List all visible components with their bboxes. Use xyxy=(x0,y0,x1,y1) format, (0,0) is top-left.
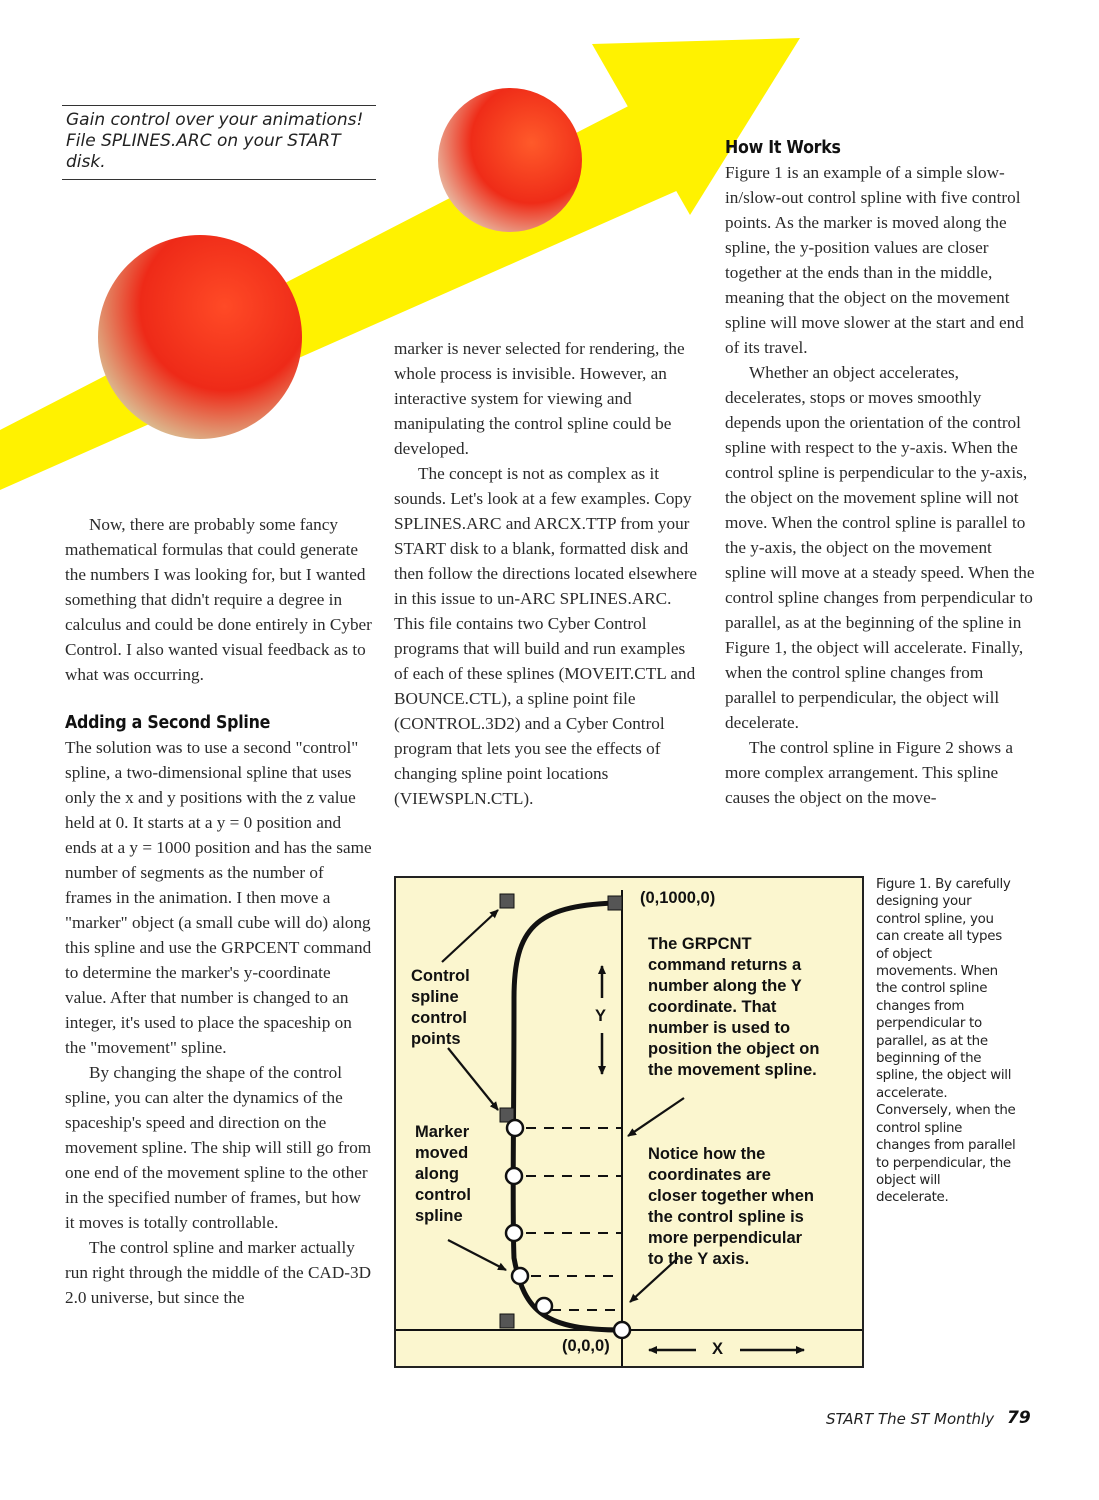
col3-paragraph-1: Figure 1 is an example of a simple slow-in/slow-out control spline with five control points. As the marker is moved along the spline, the y-position values are closer together at the ends than in the middle, meaning that the object on the movement spline will move slower at the start and end of its travel. xyxy=(725,163,1024,357)
x-axis-label: X xyxy=(712,1340,724,1358)
marker-circle xyxy=(614,1322,630,1338)
control-points-label: Control spline control points xyxy=(411,967,470,1048)
marker-circle xyxy=(506,1225,522,1241)
page-number: 79 xyxy=(1007,1408,1031,1428)
lower-red-sphere xyxy=(98,235,302,439)
y-axis-label: Y xyxy=(595,1007,607,1025)
intro-blurb xyxy=(62,105,376,180)
figure-1-diagram xyxy=(394,876,864,1368)
notice-note: Notice how the coordinates are closer together when the control spline is more perpendicular to the Y axis. xyxy=(648,1145,814,1268)
marker-circle xyxy=(507,1120,523,1136)
col1-paragraph-4: The control spline and marker actually run right through the middle of the CAD-3D 2.0 universe, but since the xyxy=(65,1238,371,1307)
grpcnt-note: The GRPCNT command returns a number along the Y coordinate. That number is used to position the object on the movement spline. xyxy=(648,935,820,1079)
column-2 xyxy=(394,336,702,811)
column-1 xyxy=(65,512,373,1310)
marker-circle xyxy=(512,1268,528,1284)
origin-coordinate-label: (0,0,0) xyxy=(562,1337,610,1355)
intro-line-1: Gain control over your animations! xyxy=(66,110,364,130)
figure-1-caption: Figure 1. By carefully designing your control spline, you can create all types of object movements. When the control spline changes from perpendicular to parallel, as at the beginning of the spline, the object will accelerate. Conversely, when the control spline changes from parallel to perpendicular, the object will decelerate. xyxy=(876,877,1016,1206)
col1-paragraph-3: By changing the shape of the control spline, you can alter the dynamics of the spaceship's speed and direction on the movement spline. The ship will still go from one end of the movement spline to the other in the specified number of frames, but how it moves is totally controllable. xyxy=(65,1063,372,1232)
col2-paragraph-2: The concept is not as complex as it sounds. Let's look at a few examples. Copy SPLINES.ARC and ARCX.TTP from your START disk to a blank, formatted disk and then follow the directions located elsewhere in this issue to un-ARC SPLINES.ARC. This file contains two Cyber Control programs that will build and run examples of each of these splines (MOVEIT.CTL and BOUNCE.CTL), a spline point file (CONTROL.3D2) and a Cyber Control program that lets you see the effects of changing spline point locations (VIEWSPLN.CTL). xyxy=(394,464,698,808)
upper-red-sphere xyxy=(438,88,582,232)
marker-pointer-arrow xyxy=(448,1240,506,1270)
column-3 xyxy=(725,136,1035,810)
grpcnt-pointer-arrow xyxy=(628,1098,684,1136)
top-coordinate-label: (0,1000,0) xyxy=(640,889,716,907)
marker-label: Marker moved along control spline xyxy=(415,1123,471,1225)
control-point-square xyxy=(500,1314,514,1328)
section-heading-how-it-works: How It Works xyxy=(725,137,841,158)
col2-paragraph-1: marker is never selected for rendering, the whole process is invisible. However, an interactive system for viewing and manipulating the control spline could be developed. xyxy=(394,339,685,458)
control-point-square xyxy=(500,894,514,908)
intro-line-2: File SPLINES.ARC on your START xyxy=(66,131,341,151)
col3-paragraph-2: Whether an object accelerates, decelerates, stops or moves smoothly depends upon the orientation of the control spline with respect to the y-axis. When the control spline is perpendicular to the y-axis, the object on the movement spline will not move. When the control spline is parallel to the y-axis, the object on the movement spline will move at a steady speed. When the control spline changes from perpendicular to parallel, as at the beginning of the spline in Figure 1, the object will accelerate. Finally, when the control spline changes from parallel to perpendicular, the object will decelerate. xyxy=(725,363,1035,732)
control-points-pointer-arrow xyxy=(442,910,498,962)
col1-paragraph-2: The solution was to use a second "control" spline, a two-dimensional spline that uses only the x and y positions with the z value held at 0. It starts at a y = 0 position and ends at a y = 1000 position and has the same number of segments as the number of frames in the animation. I then move a "marker" object (a small cube will do) along this spline and use the GRPCENT command to determine the marker's y-coordinate value. After that number is changed to an integer, it's used to place the spaceship on the "movement" spline. xyxy=(65,738,372,1057)
control-points-pointer-arrow xyxy=(448,1048,498,1110)
control-spline-curve xyxy=(513,903,622,1330)
col3-paragraph-3: The control spline in Figure 2 shows a more complex arrangement. This spline causes the object on the move- xyxy=(725,738,1013,807)
marker-circle xyxy=(536,1298,552,1314)
marker-circle xyxy=(506,1168,522,1184)
footer-publication: START The ST Monthly xyxy=(826,1410,995,1428)
col1-paragraph-1: Now, there are probably some fancy mathematical formulas that could generate the numbers I was looking for, but I wanted something that didn't require a degree in calculus and could be done entirely in Cyber Control. I also wanted visual feedback as to what was occurring. xyxy=(65,515,372,684)
section-heading-second-spline: Adding a Second Spline xyxy=(65,712,271,733)
intro-line-3: disk. xyxy=(66,152,106,172)
control-point-square xyxy=(608,896,622,910)
